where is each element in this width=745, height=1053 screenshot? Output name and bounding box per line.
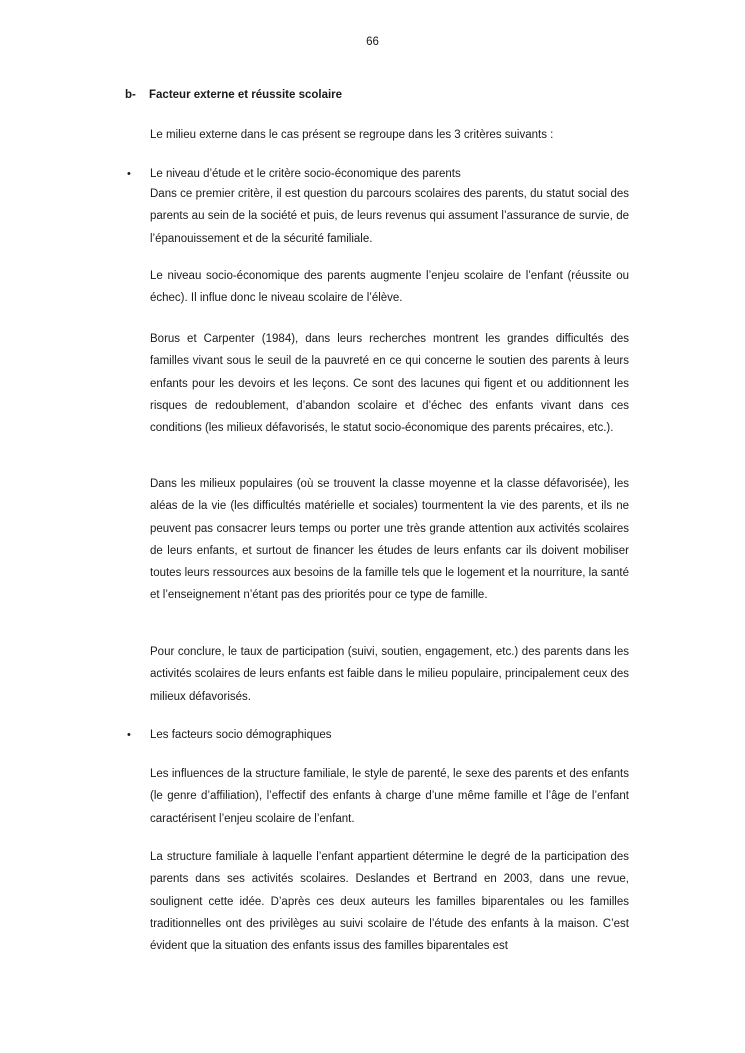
bullet-label-socio-demographic: Les facteurs socio démographiques bbox=[150, 729, 332, 741]
paragraph: Borus et Carpenter (1984), dans leurs recherches montrent les grandes difficultés des familles vivant sous le seuil de la pauvreté en ce qui concerne le soutien des parents à leurs enfants pour les devoirs et les leçons. Ce sont des lacunes qui figent et ou additionnent les risques de redoublement, d’abandon scolaire et d’échec des enfants vivant dans ces conditions (les milieux défavorisés, le statut socio-économique des parents précaires, etc.). bbox=[150, 333, 629, 435]
paragraph: Dans ce premier critère, il est question du parcours scolaires des parents, du statut social des parents au sein de la société et puis, de leurs revenus qui assument l’assurance de survie, de l’épanouissement et de la sécurité familiale. bbox=[150, 188, 629, 245]
page-number: 66 bbox=[366, 36, 379, 48]
section-heading bbox=[125, 89, 342, 101]
paragraph: Dans les milieux populaires (où se trouvent la classe moyenne et la classe défavorisée), les aléas de la vie (les difficultés matérielle et sociales) tourmentent la vie des parents, et ils ne peuvent pas consacrer leurs temps ou porter une très grande attention aux activités scolaires de leurs enfants, et surtout de financer les études de leurs enfants car ils doivent mobiliser toutes leurs ressources aux besoins de la famille tels que le logement et la nourriture, la santé et l’enseignement n’étant pas des priorités pour ce type de famille. bbox=[150, 478, 629, 602]
intro-paragraph: Le milieu externe dans le cas présent se regroupe dans les 3 critères suivants : bbox=[150, 129, 554, 141]
bullet-label-socio-economic: Le niveau d’étude et le critère socio-économique des parents bbox=[150, 168, 461, 180]
paragraph: Le niveau socio-économique des parents augmente l’enjeu scolaire de l’enfant (réussite ou échec). Il influe donc le niveau scolaire de l’élève. bbox=[150, 270, 629, 305]
paragraph: La structure familiale à laquelle l’enfant appartient détermine le degré de la participation des parents dans ses activités scolaires. Deslandes et Bertrand en 2003, dans une revue, soulignent cette idée. D’après ces deux auteurs les familles biparentales ou les familles traditionnelles ont des privilèges au suivi scolaire de l’étude des enfants à la maison. C’est évident que la situation des enfants issus des familles biparentales est bbox=[150, 851, 629, 953]
bullet-icon: • bbox=[127, 729, 131, 741]
paragraph: Les influences de la structure familiale, le style de parenté, le sexe des parents et des enfants (le genre d’affiliation), l’effectif des enfants à charge d’une même famille et l’âge de l’enfant caractérisent l’enjeu scolaire de l’enfant. bbox=[150, 768, 629, 825]
paragraph: Pour conclure, le taux de participation (suivi, soutien, engagement, etc.) des parents dans les activités scolaires de leurs enfants est faible dans le milieu populaire, principalement ceux des milieux défavorisés. bbox=[150, 646, 629, 703]
bullet-icon: • bbox=[127, 168, 131, 180]
section-title: Facteur externe et réussite scolaire bbox=[149, 89, 343, 101]
section-marker: b- bbox=[125, 89, 136, 101]
